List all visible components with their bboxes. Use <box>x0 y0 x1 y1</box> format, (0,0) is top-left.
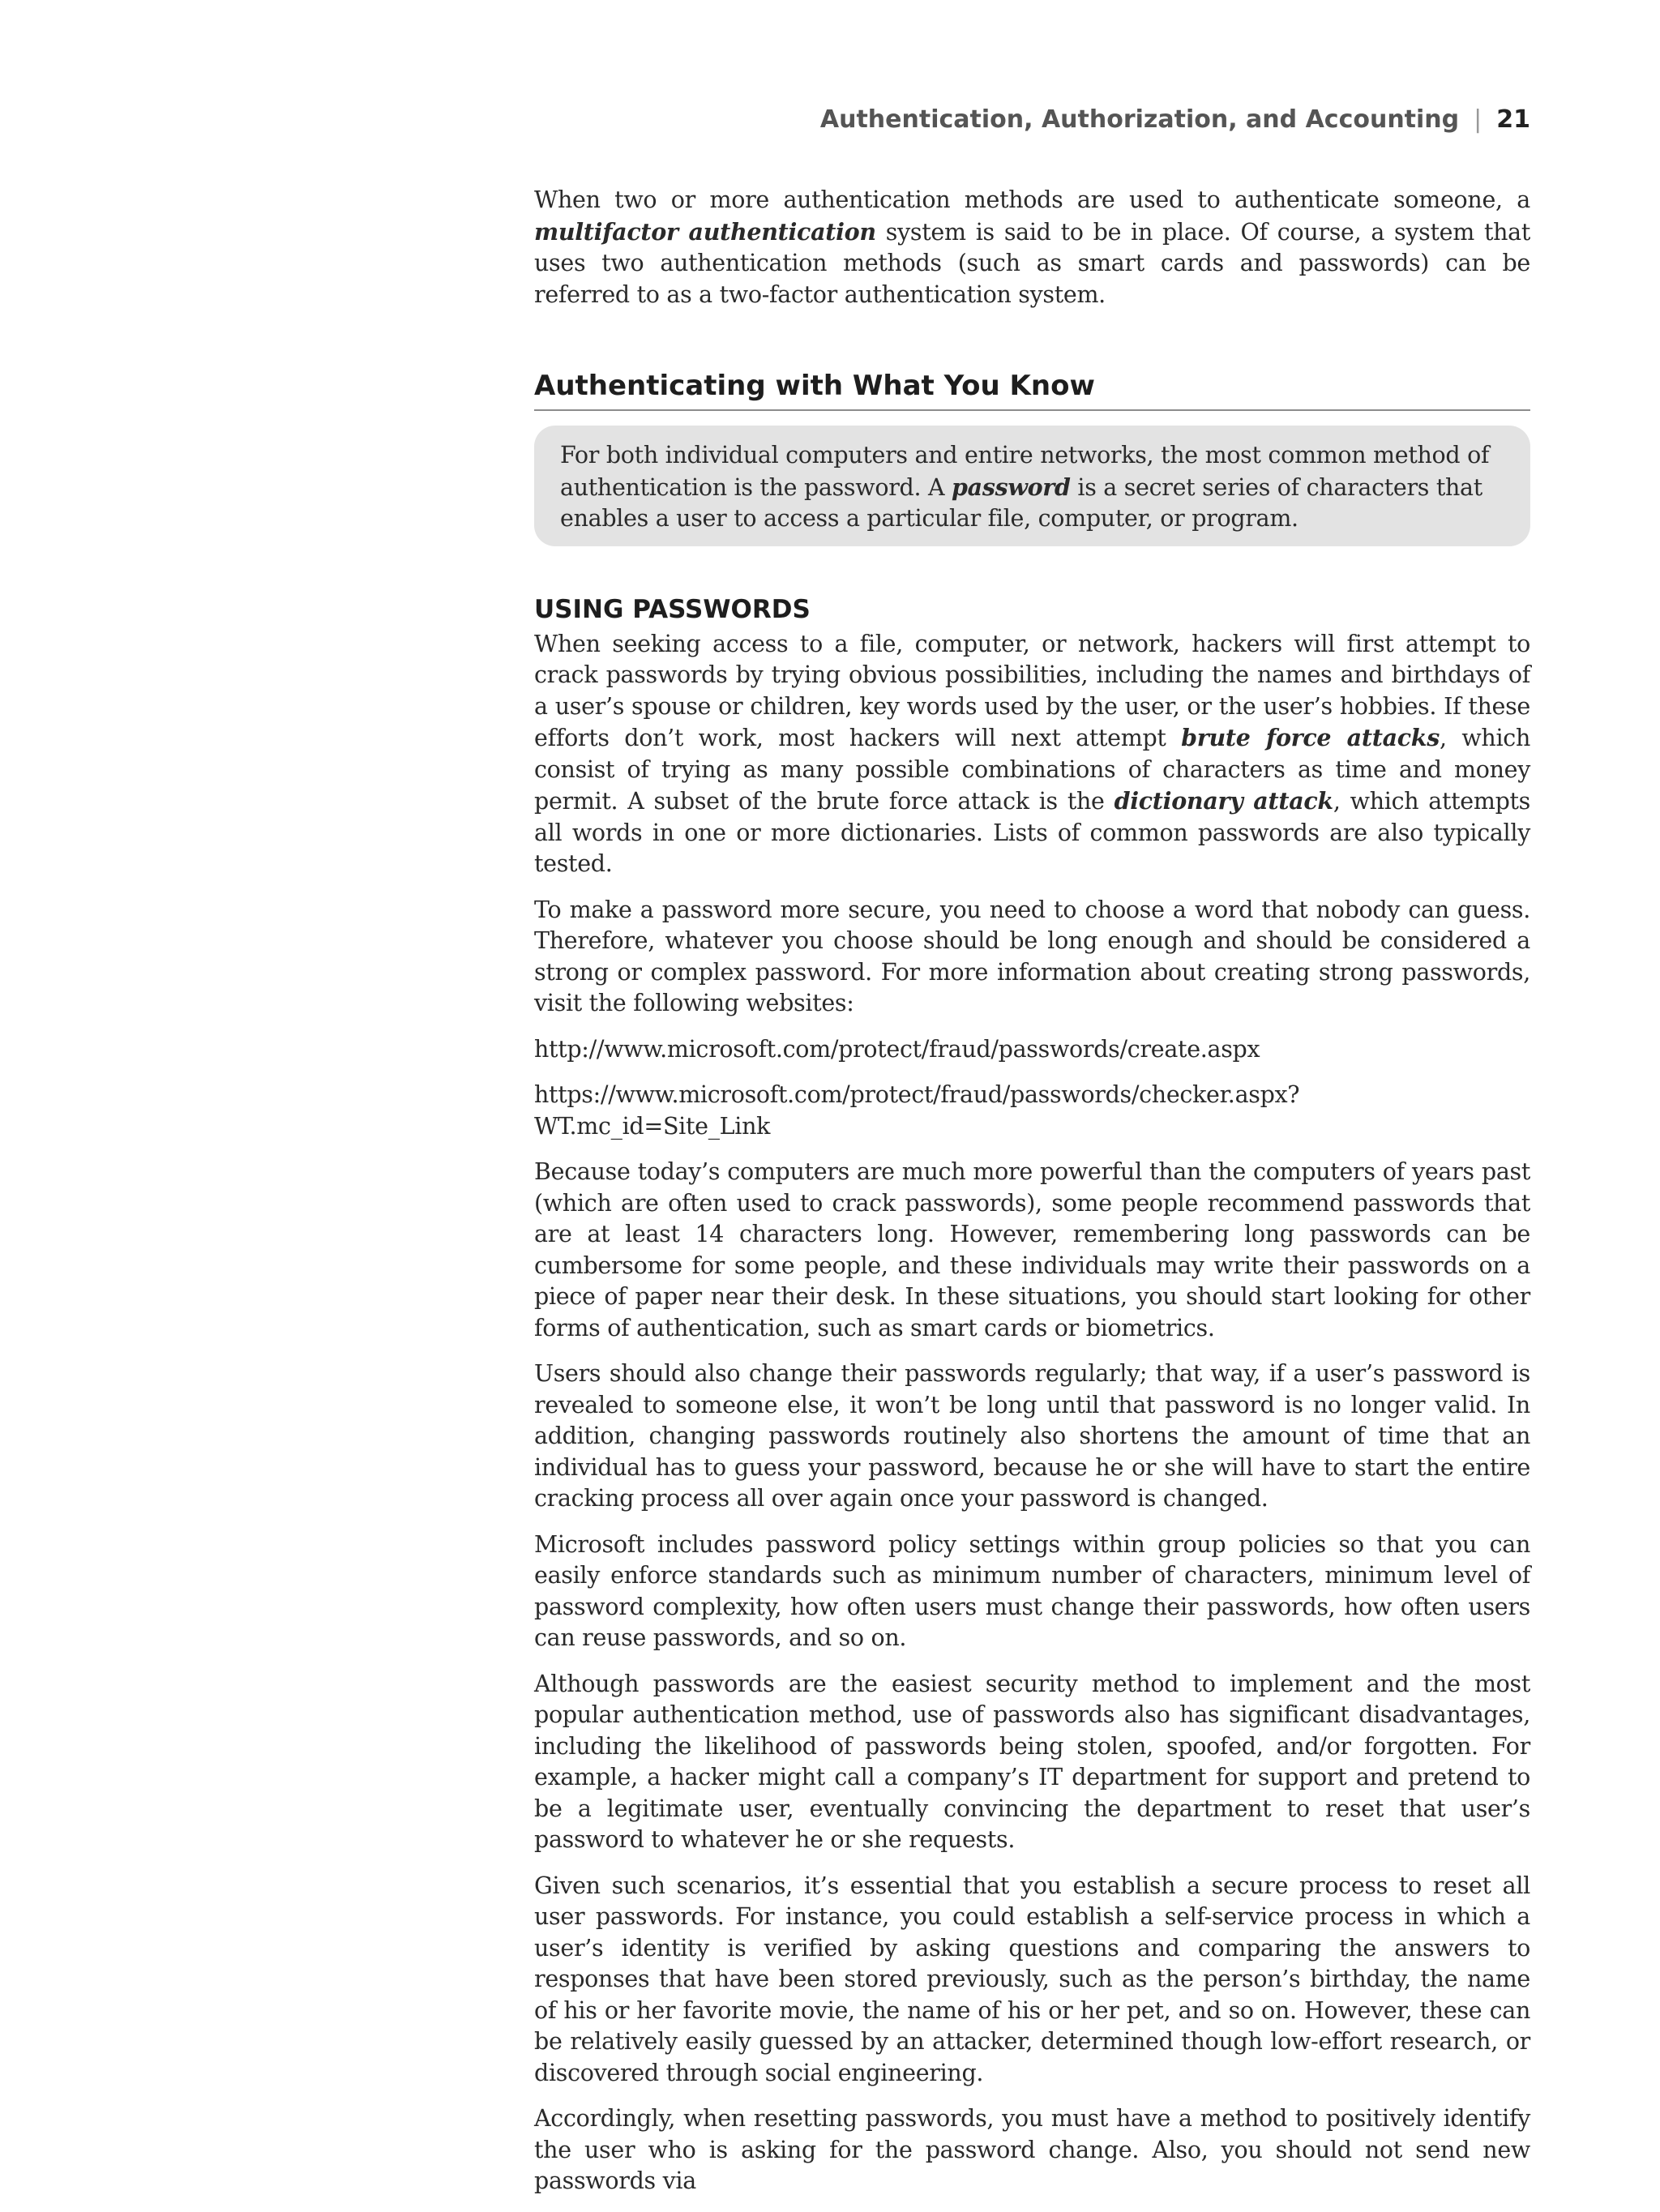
key-term-brute-force-attacks: brute force attacks <box>1181 724 1440 751</box>
paragraph-long-passwords: Because today’s computers are much more powerful than the computers of years past (which are often used to crack passwords), some people recommend passwords that are at least 14 characters long. However, remembering long passwords can be cumbersome for some people, and these individuals may write their passwords on a piece of paper near their desk. In these situations, you should start looking for other forms of authentication, such as smart cards or biometrics. <box>534 1158 1530 1341</box>
key-term-multifactor-authentication: multifactor authentication <box>534 217 876 246</box>
paragraph-reset-process: Given such scenarios, it’s essential that you establish a secure process to reset all user passwords. For instance, you could establish a self-service process in which a user’s identity is verified by asking questions and comparing the answers to responses that have been stored previously, such as the person’s birthday, the name of his or her favorite movie, the name of his or her pet, and so on. However, these can be relatively easily guessed by an attacker, determined though low-effort research, or discovered through social engineering. <box>534 1872 1530 2086</box>
running-head-separator: | <box>1474 105 1482 134</box>
url-password-checker: https://www.microsoft.com/protect/fraud/passwords/checker.aspx?WT.mc_id=Site_Link <box>534 1081 1300 1140</box>
definition-callout <box>534 426 1530 546</box>
key-term-dictionary-attack: dictionary attack <box>1114 787 1333 815</box>
running-head <box>820 105 1530 134</box>
callout-text: For both individual computers and entire networks, the most common method of authentication is the password. A password is a secret series of characters that enables a user to access a particular file, computer, or program. <box>560 442 1490 532</box>
paragraph-identify-user: Accordingly, when resetting passwords, you must have a method to positively identify the user who is asking for the password change. Also, you should not send new passwords via <box>534 2105 1530 2194</box>
main-column <box>534 185 1530 2212</box>
paragraph-cracking: When seeking access to a file, computer, or network, hackers will first attempt to crack passwords by trying obvious possibilities, including the names and birthdays of a user’s spouse or children, key words used by the user, or the user’s hobbies. If these efforts don’t work, most hackers will next attempt brute force attacks, which consist of trying as many possible combinations of characters as time and money permit. A subset of the brute force attack is the dictionary attack, which attempts all words in one or more dictionaries. Lists of common passwords are also typically tested. <box>534 630 1531 877</box>
key-term-password: password <box>952 473 1071 501</box>
paragraph-disadvantages: Although passwords are the easiest security method to implement and the most popular authentication method, use of passwords also has significant disadvantages, including the likelihood of passwords being stolen, spoofed, and/or forgotten. For example, a hacker might call a company’s IT department for support and pretend to be a legitimate user, eventually convincing the department to reset that user’s password to whatever he or she requests. <box>534 1670 1530 1853</box>
section-heading: Authenticating with What You Know <box>534 369 1530 411</box>
paragraph-password-policy: Microsoft includes password policy settings within group policies so that you can easily enforce standards such as minimum number of characters, minimum level of password complexity, how often users must change their passwords, how often users can reuse passwords, and so on. <box>534 1530 1530 1651</box>
page-number: 21 <box>1496 105 1530 134</box>
intro-paragraph: When two or more authentication methods are used to authenticate someone, a multifactor authentication system is said to be in place. Of course, a system that uses two authentication methods (such as smart cards and passwords) can be referred to as a two-factor authentication system. <box>534 186 1530 308</box>
url-create-password: http://www.microsoft.com/protect/fraud/passwords/create.aspx <box>534 1035 1260 1063</box>
paragraph-change-regularly: Users should also change their passwords regularly; that way, if a user’s password is revealed to someone else, it won’t be long until that password is no longer valid. In addition, changing passwords routinely also shortens the amount of time that an individual has to guess your password, because he or she will have to start the entire cracking process all over again once your password is changed. <box>534 1360 1530 1512</box>
subsection-heading: USING PASSWORDS <box>534 594 811 624</box>
running-head-title: Authentication, Authorization, and Accounting <box>819 105 1460 134</box>
paragraph-secure-password: To make a password more secure, you need to choose a word that nobody can guess. Therefore, whatever you choose should be long enough and should be considered a strong or complex password. For more information about creating strong passwords, visit the following websites: <box>534 896 1530 1016</box>
